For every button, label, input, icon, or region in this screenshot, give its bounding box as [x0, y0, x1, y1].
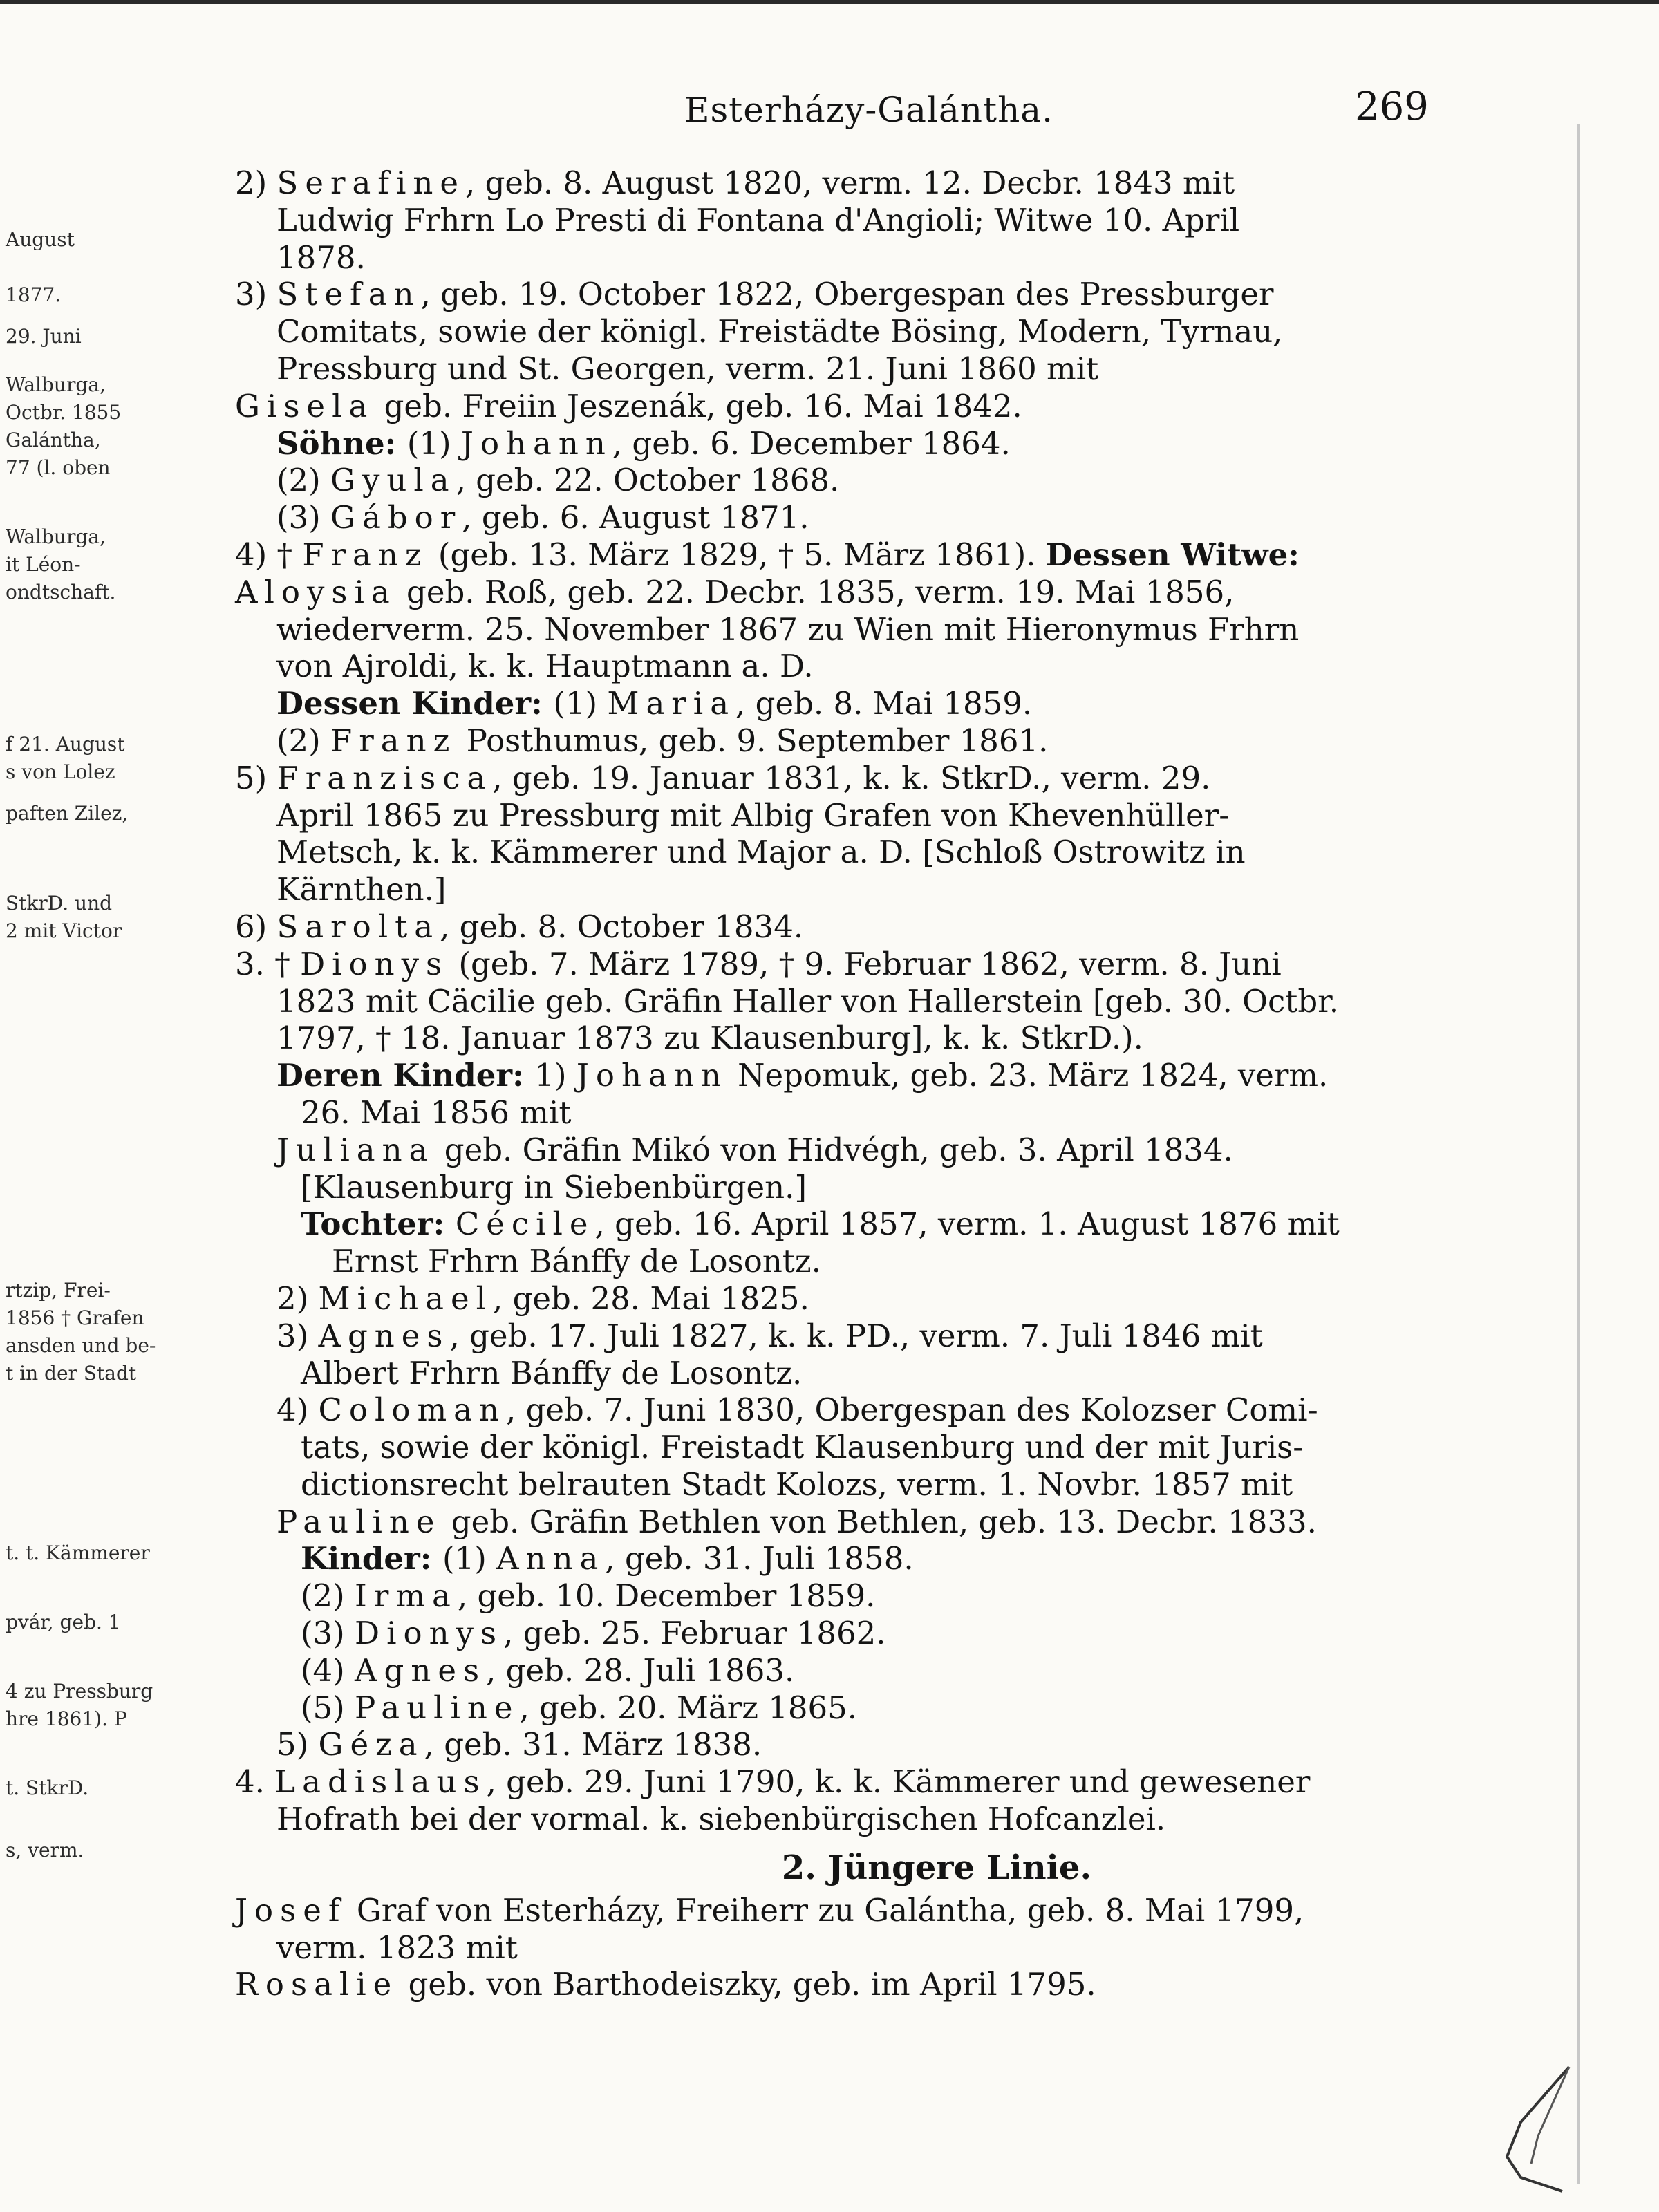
- person-name: Irma: [355, 1577, 458, 1615]
- top-edge-rule: [0, 0, 1659, 4]
- margin-note: Galántha,: [6, 429, 101, 451]
- margin-note: rtzip, Frei-: [6, 1279, 111, 1302]
- page-number: 269: [1355, 84, 1429, 129]
- entry-text: 3): [276, 1317, 319, 1354]
- entry-text: von Ajroldi, k. k. Hauptmann a. D.: [276, 648, 814, 685]
- entry-text: (2): [276, 722, 331, 759]
- margin-note: 77 (l. oben: [6, 456, 111, 479]
- text-line: [235, 462, 1459, 499]
- person-name: Cécile: [455, 1206, 595, 1243]
- entry-text: Metsch, k. k. Kämmerer und Major a. D. [Schloß Ostrowitz in: [276, 834, 1246, 871]
- entry-label: Tochter:: [301, 1206, 456, 1243]
- text-line: [235, 1391, 1459, 1429]
- person-name: Gábor: [330, 499, 462, 536]
- person-name: Franz: [302, 536, 429, 573]
- entry-text: †: [276, 536, 303, 573]
- person-name: Coloman: [318, 1391, 506, 1429]
- running-head: Esterházy-Galántha.: [684, 90, 1053, 130]
- entry-text: [Klausenburg in Siebenbürgen.]: [301, 1168, 807, 1206]
- margin-note: StkrD. und: [6, 892, 113, 915]
- margin-note: ansden und be-: [6, 1334, 156, 1357]
- entry-text: , geb. 25. Februar 1862.: [503, 1615, 886, 1652]
- entry-number: 4.: [235, 1763, 275, 1801]
- person-name: Gyula: [330, 462, 456, 499]
- text-line: [235, 1020, 1459, 1057]
- entry-text: Graf von Esterházy, Freiherr zu Galántha, geb. 8. Mai 1799,: [346, 1891, 1304, 1929]
- entry-label: Söhne:: [276, 424, 407, 462]
- entry-text: 5): [276, 1726, 319, 1763]
- entry-lines: [235, 165, 1459, 1838]
- text-line: [235, 1540, 1459, 1577]
- left-margin-notes: [0, 166, 156, 2171]
- text-line: [235, 1429, 1459, 1466]
- text-line: [235, 1966, 1459, 2003]
- entry-text: , geb. 8. October 1834.: [440, 908, 804, 945]
- entry-text: wiederverm. 25. November 1867 zu Wien mit Hieronymus Frhrn: [276, 610, 1300, 648]
- margin-note: 1877.: [6, 283, 62, 306]
- person-name: Franzisca: [276, 759, 493, 796]
- text-line: [235, 1503, 1459, 1541]
- entry-text: 1797, † 18. Januar 1873 zu Klausenburg], k. k. StkrD.).: [276, 1020, 1143, 1057]
- entry-text: , geb. 16. April 1857, verm. 1. August 1876 mit: [594, 1206, 1340, 1243]
- text-line: [235, 574, 1459, 611]
- entry-text: , geb. 28. Mai 1825.: [493, 1280, 809, 1317]
- entry-number: 3): [235, 276, 277, 313]
- text-line: [235, 648, 1459, 685]
- text-line: [235, 1763, 1459, 1801]
- entry-text: (3): [276, 499, 331, 536]
- margin-note: Octbr. 1855: [6, 401, 122, 424]
- person-name: Juliana: [276, 1131, 435, 1168]
- text-line: [235, 1652, 1459, 1689]
- margin-note: August: [6, 228, 75, 251]
- entry-text: , geb. 29. Juni 1790, k. k. Kämmerer und gewesener: [486, 1763, 1311, 1801]
- entry-text: †: [274, 945, 301, 982]
- margin-note: Walburga,: [6, 373, 106, 396]
- person-name: Dionys: [300, 945, 449, 982]
- person-name: Aloysia: [235, 573, 397, 610]
- text-line: [235, 797, 1459, 834]
- entry-label: Kinder:: [301, 1540, 443, 1577]
- text-line: [235, 871, 1459, 908]
- margin-note: 29. Juni: [6, 325, 82, 348]
- entry-text: Comitats, sowie der königl. Freistädte Bösing, Modern, Tyrnau,: [276, 313, 1283, 350]
- text-line: [235, 685, 1459, 722]
- entry-text: , geb. 22. October 1868.: [456, 462, 840, 499]
- entry-text: 2): [276, 1280, 319, 1317]
- entry-text: Kärnthen.]: [276, 871, 447, 908]
- margin-note: paften Zilez,: [6, 802, 129, 825]
- entry-text: , geb. 17. Juli 1827, k. k. PD., verm. 7. Juli 1846 mit: [449, 1317, 1263, 1354]
- text-line: [235, 1280, 1459, 1318]
- person-name: Michael: [318, 1280, 494, 1317]
- entry-text: , geb. 8. August 1820, verm. 12. Decbr. 1843 mit: [465, 165, 1235, 201]
- text-line: [235, 1466, 1459, 1503]
- text-line: [235, 1929, 1459, 1967]
- text-line: [235, 239, 1459, 276]
- entry-text: verm. 1823 mit: [276, 1929, 518, 1966]
- person-name: Sarolta: [276, 908, 440, 945]
- entry-text: (2): [301, 1577, 355, 1615]
- margin-note: 1856 † Grafen: [6, 1306, 144, 1329]
- entry-number: 5): [235, 759, 277, 796]
- entry-text: (1): [406, 424, 461, 462]
- person-name: Géza: [318, 1726, 424, 1763]
- entry-text: Ludwig Frhrn Lo Presti di Fontana d'Angioli; Witwe 10. April: [276, 201, 1240, 238]
- margin-note: it Léon-: [6, 553, 81, 576]
- text-line: [235, 1206, 1459, 1243]
- person-name: Johann: [460, 424, 612, 462]
- entry-text: (2): [276, 462, 331, 499]
- text-line: [235, 388, 1459, 425]
- margin-note: 4 zu Pressburg: [6, 1680, 153, 1703]
- text-line: [235, 1726, 1459, 1763]
- person-name: Dionys: [355, 1615, 504, 1652]
- text-line: [235, 1094, 1459, 1132]
- page-curl-mark: [1479, 2060, 1583, 2198]
- entry-text: Posthumus, geb. 9. September 1861.: [456, 722, 1049, 759]
- entry-text: 4): [276, 1391, 319, 1429]
- section-heading: 2. Jüngere Linie.: [781, 1848, 1092, 1887]
- entry-text: 1878.: [276, 238, 366, 276]
- entry-text: , geb. 6. December 1864.: [612, 424, 1011, 462]
- entry-number: 3.: [235, 945, 275, 982]
- person-name: Johann: [576, 1057, 728, 1094]
- text-line: [235, 499, 1459, 536]
- margin-note: t. t. Kämmerer: [6, 1541, 150, 1564]
- person-name: Rosalie: [235, 1966, 399, 2003]
- text-line: [235, 202, 1459, 239]
- genealogy-text: [235, 165, 1459, 2003]
- entry-text: , geb. 19. October 1822, Obergespan des Pressburger: [420, 276, 1274, 313]
- entry-text: tats, sowie der königl. Freistadt Klausenburg und der mit Juris-: [301, 1429, 1304, 1466]
- person-name: Agnes: [355, 1651, 487, 1689]
- person-name: Franz: [330, 722, 457, 759]
- entry-text: 1): [534, 1057, 577, 1094]
- entry-text: geb. Freiin Jeszenák, geb. 16. Mai 1842.: [374, 387, 1022, 424]
- entry-text: (geb. 7. März 1789, † 9. Februar 1862, verm. 8. Juni: [449, 945, 1282, 982]
- entry-text: , geb. 6. August 1871.: [462, 499, 809, 536]
- text-line: [235, 350, 1459, 388]
- entry-text: geb. Gräfin Bethlen von Bethlen, geb. 13. Decbr. 1833.: [441, 1503, 1317, 1540]
- entry-text: Nepomuk, geb. 23. März 1824, verm.: [727, 1057, 1329, 1094]
- margin-note: 2 mit Victor: [6, 919, 122, 942]
- text-line: [235, 536, 1459, 574]
- entry-text: , geb. 8. Mai 1859.: [735, 685, 1033, 722]
- entry-text: dictionsrecht belrauten Stadt Kolozs, verm. 1. Novbr. 1857 mit: [301, 1465, 1293, 1503]
- entry-text: Albert Frhrn Bánffy de Losontz.: [301, 1354, 803, 1391]
- text-line: [235, 1892, 1459, 1929]
- text-line: [235, 946, 1459, 983]
- margin-note: Walburga,: [6, 525, 106, 548]
- entry-text: April 1865 zu Pressburg mit Albig Grafen von Khevenhüller-: [276, 796, 1230, 834]
- entry-text: , geb. 10. December 1859.: [457, 1577, 876, 1615]
- text-line: [235, 1577, 1459, 1615]
- entry-text: geb. Roß, geb. 22. Decbr. 1835, verm. 19. Mai 1856,: [396, 573, 1235, 610]
- text-line: [235, 722, 1459, 760]
- entry-label: Dessen Witwe:: [1045, 536, 1300, 573]
- text-line: [235, 276, 1459, 313]
- entry-number: 4): [235, 536, 277, 573]
- person-name: Josef: [235, 1891, 347, 1929]
- text-line: [235, 1355, 1459, 1392]
- entry-text: (3): [301, 1615, 355, 1652]
- entry-text: (1): [442, 1540, 497, 1577]
- entry-text: Hofrath bei der vormal. k. siebenbürgischen Hofcanzlei.: [276, 1801, 1166, 1838]
- text-line: [235, 1615, 1459, 1652]
- text-line: [235, 1169, 1459, 1206]
- entry-text: (geb. 13. März 1829, † 5. März 1861).: [428, 536, 1046, 573]
- text-line: [235, 983, 1459, 1020]
- entry-text: geb. Gräfin Mikó von Hidvégh, geb. 3. April 1834.: [434, 1131, 1233, 1168]
- entry-text: Ernst Frhrn Bánffy de Losontz.: [332, 1243, 821, 1280]
- entry-text: (1): [553, 685, 608, 722]
- margin-note: hre 1861). P: [6, 1707, 127, 1730]
- entry-text: , geb. 7. Juni 1830, Obergespan des Kolozser Comi-: [506, 1391, 1318, 1429]
- entry-text: , geb. 20. März 1865.: [519, 1689, 858, 1726]
- entry-text: , geb. 31. Juli 1858.: [605, 1540, 914, 1577]
- person-name: Agnes: [318, 1317, 450, 1354]
- entry-text: (4): [301, 1651, 355, 1689]
- text-line: [235, 1801, 1459, 1838]
- entry-text: (5): [301, 1689, 355, 1726]
- text-line: [235, 1689, 1459, 1727]
- entry-text: 26. Mai 1856 mit: [301, 1094, 572, 1131]
- person-name: Stefan: [276, 276, 421, 313]
- entry-number: 2): [235, 165, 277, 201]
- person-name: Pauline: [355, 1689, 520, 1726]
- right-margin-rule: [1577, 124, 1580, 2184]
- text-line: [235, 165, 1459, 202]
- entry-text: , geb. 31. März 1838.: [424, 1726, 762, 1763]
- entry-text: geb. von Barthodeiszky, geb. im April 1795.: [398, 1966, 1096, 2003]
- person-name: Serafine: [276, 165, 465, 201]
- text-line: [235, 1243, 1459, 1280]
- person-name: Maria: [607, 685, 736, 722]
- entry-label: Dessen Kinder:: [276, 685, 554, 722]
- person-name: Pauline: [276, 1503, 442, 1540]
- text-line: [235, 1057, 1459, 1094]
- entry-text: 1823 mit Cäcilie geb. Gräfin Haller von Hallerstein [geb. 30. Octbr.: [276, 982, 1340, 1020]
- text-line: [235, 1318, 1459, 1355]
- person-name: Gisela: [235, 387, 375, 424]
- text-line: [235, 313, 1459, 350]
- margin-note: t in der Stadt: [6, 1362, 137, 1385]
- entry-text: , geb. 28. Juli 1863.: [486, 1651, 795, 1689]
- person-name: Ladislaus: [274, 1763, 487, 1801]
- person-name: Anna: [496, 1540, 606, 1577]
- margin-note: f 21. August: [6, 733, 125, 756]
- entry-label: Deren Kinder:: [276, 1057, 535, 1094]
- margin-note: s von Lolez: [6, 760, 115, 783]
- text-line: [235, 908, 1459, 946]
- page-header: [0, 84, 1659, 145]
- margin-note: ondtschaft.: [6, 581, 116, 603]
- margin-note: s, verm.: [6, 1839, 84, 1862]
- text-line: [235, 1132, 1459, 1169]
- entry-text: , geb. 19. Januar 1831, k. k. StkrD., verm. 29.: [492, 759, 1211, 796]
- final-entry-lines: [235, 1892, 1459, 2003]
- entry-text: Pressburg und St. Georgen, verm. 21. Juni 1860 mit: [276, 350, 1099, 387]
- margin-note: t. StkrD.: [6, 1777, 89, 1799]
- text-line: [235, 425, 1459, 462]
- margin-note: pvár, geb. 1: [6, 1611, 121, 1633]
- text-line: [235, 611, 1459, 648]
- text-line: [235, 834, 1459, 871]
- text-line: [235, 760, 1459, 797]
- entry-number: 6): [235, 908, 277, 945]
